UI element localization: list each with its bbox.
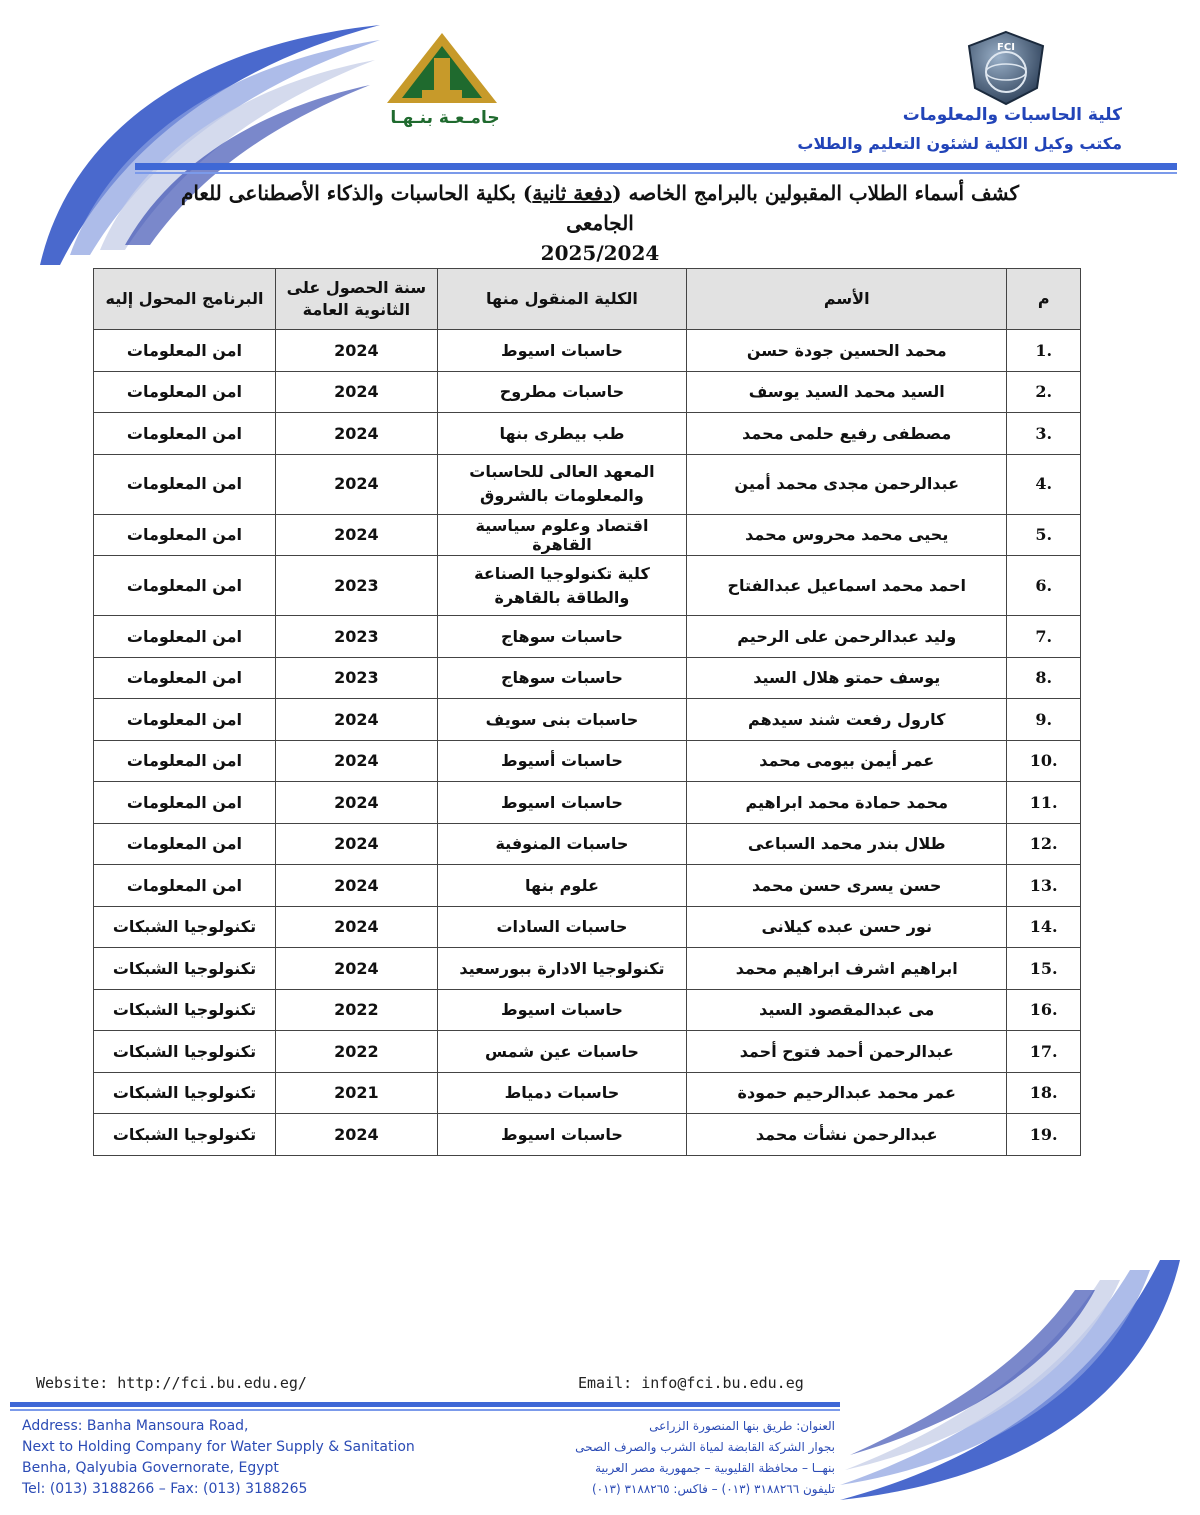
table-row <box>94 657 1081 699</box>
student-name: عمر محمد عبدالرحيم حمودة <box>687 1072 1007 1114</box>
secondary-year: 2022 <box>275 1031 437 1073</box>
table-row <box>94 1072 1081 1114</box>
table-row <box>94 454 1081 514</box>
row-number: 2. <box>1007 371 1081 413</box>
row-number: 5. <box>1007 514 1081 556</box>
source-college: حاسبات دمياط <box>437 1072 686 1114</box>
footer-email: Email: info@fci.bu.edu.eg <box>578 1374 804 1392</box>
source-college: حاسبات اسيوط <box>437 989 686 1031</box>
student-name: عمر أيمن بيومى محمد <box>687 740 1007 782</box>
target-program: تكنولوجيا الشبكات <box>94 1072 276 1114</box>
student-name: كارول رفعت شند سيدهم <box>687 699 1007 741</box>
row-number: 12. <box>1007 823 1081 865</box>
table-row <box>94 1114 1081 1156</box>
target-program: امن المعلومات <box>94 556 276 616</box>
header-divider <box>135 163 1177 170</box>
header-year: سنة الحصول على الثانوية العامة <box>275 269 437 330</box>
target-program: امن المعلومات <box>94 823 276 865</box>
target-program: تكنولوجيا الشبكات <box>94 948 276 990</box>
fci-logo-text: FCI <box>997 42 1015 53</box>
target-program: امن المعلومات <box>94 699 276 741</box>
table-row <box>94 616 1081 658</box>
title-batch: دفعة ثانية <box>532 181 613 205</box>
source-college: حاسبات السادات <box>437 906 686 948</box>
target-program: امن المعلومات <box>94 371 276 413</box>
row-number: 9. <box>1007 699 1081 741</box>
row-number: 7. <box>1007 616 1081 658</box>
secondary-year: 2024 <box>275 413 437 455</box>
student-name: طلال بندر محمد السباعى <box>687 823 1007 865</box>
row-number: 8. <box>1007 657 1081 699</box>
student-name: مى عبدالمقصود السيد <box>687 989 1007 1031</box>
address-ar-line: بجوار الشركة القابضة لمياة الشرب والصرف الصحى <box>575 1440 835 1454</box>
secondary-year: 2024 <box>275 330 437 372</box>
target-program: تكنولوجيا الشبكات <box>94 906 276 948</box>
secondary-year: 2023 <box>275 657 437 699</box>
secondary-year: 2024 <box>275 1114 437 1156</box>
student-name: محمد الحسين جودة حسن <box>687 330 1007 372</box>
header-college: الكلية المنقول منها <box>437 269 686 330</box>
target-program: تكنولوجيا الشبكات <box>94 1114 276 1156</box>
student-name: نور حسن عبده كيلانى <box>687 906 1007 948</box>
address-ar-line: بنهــا – محافظة القليوبية – جمهورية مصر العربية <box>595 1461 835 1475</box>
table-row <box>94 699 1081 741</box>
table-row <box>94 865 1081 907</box>
secondary-year: 2024 <box>275 782 437 824</box>
footer-address-arabic <box>475 1416 835 1500</box>
target-program: امن المعلومات <box>94 865 276 907</box>
student-name: يوسف حمتو هلال السيد <box>687 657 1007 699</box>
table-row <box>94 948 1081 990</box>
address-ar-line: العنوان: طريق بنها المنصورة الزراعى <box>649 1419 835 1433</box>
source-college: حاسبات بنى سويف <box>437 699 686 741</box>
secondary-year: 2024 <box>275 740 437 782</box>
title-academic-year: 2025/2024 <box>540 241 660 265</box>
row-number: 13. <box>1007 865 1081 907</box>
target-program: امن المعلومات <box>94 514 276 556</box>
row-number: 1. <box>1007 330 1081 372</box>
source-college: المعهد العالى للحاسبات والمعلومات بالشروق <box>437 454 686 514</box>
header-divider-thin <box>135 172 1177 174</box>
student-name: وليد عبدالرحمن على الرحيم <box>687 616 1007 658</box>
student-name: عبدالرحمن أحمد فتوح أحمد <box>687 1031 1007 1073</box>
secondary-year: 2024 <box>275 906 437 948</box>
table-row <box>94 740 1081 782</box>
title-part-2: ) بكلية الحاسبات والذكاء الأصطناعى للعام الجامعى <box>180 181 634 235</box>
row-number: 16. <box>1007 989 1081 1031</box>
secondary-year: 2024 <box>275 454 437 514</box>
source-college: علوم بنها <box>437 865 686 907</box>
row-number: 3. <box>1007 413 1081 455</box>
faculty-name: كلية الحاسبات والمعلومات <box>902 105 1122 125</box>
secondary-year: 2024 <box>275 514 437 556</box>
source-college: كلية تكنولوجيا الصناعة والطاقة بالقاهرة <box>437 556 686 616</box>
title-part-1: كشف أسماء الطلاب المقبولين بالبرامج الخاصه ( <box>612 181 1020 205</box>
benha-university-logo <box>382 28 502 108</box>
address-en-line: Tel: (013) 3188266 – Fax: (013) 3188265 <box>22 1481 308 1497</box>
secondary-year: 2023 <box>275 556 437 616</box>
university-name: جامـعـة بنـهـا <box>390 108 500 128</box>
address-en-line: Next to Holding Company for Water Supply & Sanitation <box>22 1439 415 1455</box>
table-row <box>94 556 1081 616</box>
table-row <box>94 1031 1081 1073</box>
student-name: السيد محمد السيد يوسف <box>687 371 1007 413</box>
secondary-year: 2024 <box>275 948 437 990</box>
accepted-students-table <box>93 268 1081 1156</box>
student-name: احمد محمد اسماعيل عبدالفتاح <box>687 556 1007 616</box>
source-college: حاسبات اسيوط <box>437 330 686 372</box>
footer-website: Website: http://fci.bu.edu.eg/ <box>36 1374 307 1392</box>
source-college: حاسبات اسيوط <box>437 782 686 824</box>
table-row <box>94 906 1081 948</box>
table-row <box>94 989 1081 1031</box>
row-number: 11. <box>1007 782 1081 824</box>
footer-address-english <box>22 1416 482 1500</box>
secondary-year: 2024 <box>275 865 437 907</box>
student-name: عبدالرحمن مجدى محمد أمين <box>687 454 1007 514</box>
address-en-line: Benha, Qalyubia Governorate, Egypt <box>22 1460 279 1476</box>
header-num: م <box>1007 269 1081 330</box>
target-program: امن المعلومات <box>94 413 276 455</box>
secondary-year: 2022 <box>275 989 437 1031</box>
row-number: 14. <box>1007 906 1081 948</box>
office-name: مكتب وكيل الكلية لشئون التعليم والطلاب <box>797 134 1122 153</box>
table-row <box>94 371 1081 413</box>
fci-faculty-logo <box>965 30 1047 106</box>
target-program: امن المعلومات <box>94 330 276 372</box>
row-number: 18. <box>1007 1072 1081 1114</box>
target-program: تكنولوجيا الشبكات <box>94 989 276 1031</box>
source-college: حاسبات أسيوط <box>437 740 686 782</box>
target-program: امن المعلومات <box>94 782 276 824</box>
target-program: امن المعلومات <box>94 657 276 699</box>
document-title <box>150 178 1050 268</box>
source-college: حاسبات اسيوط <box>437 1114 686 1156</box>
target-program: امن المعلومات <box>94 740 276 782</box>
student-name: ابراهيم اشرف ابراهيم محمد <box>687 948 1007 990</box>
secondary-year: 2021 <box>275 1072 437 1114</box>
source-college: اقتصاد وعلوم سياسية القاهرة <box>437 514 686 556</box>
source-college: حاسبات سوهاج <box>437 616 686 658</box>
student-name: عبدالرحمن نشأت محمد <box>687 1114 1007 1156</box>
row-number: 15. <box>1007 948 1081 990</box>
address-en-line: Address: Banha Mansoura Road, <box>22 1418 249 1434</box>
secondary-year: 2024 <box>275 823 437 865</box>
secondary-year: 2024 <box>275 371 437 413</box>
row-number: 17. <box>1007 1031 1081 1073</box>
table-row <box>94 514 1081 556</box>
source-college: حاسبات سوهاج <box>437 657 686 699</box>
footer-swoosh-decoration <box>830 1250 1190 1510</box>
source-college: حاسبات مطروح <box>437 371 686 413</box>
header-name: الأسم <box>687 269 1007 330</box>
target-program: تكنولوجيا الشبكات <box>94 1031 276 1073</box>
student-name: محمد حمادة محمد ابراهيم <box>687 782 1007 824</box>
source-college: حاسبات عين شمس <box>437 1031 686 1073</box>
row-number: 19. <box>1007 1114 1081 1156</box>
student-name: مصطفى رفيع حلمى محمد <box>687 413 1007 455</box>
footer-divider <box>10 1402 840 1407</box>
row-number: 10. <box>1007 740 1081 782</box>
table-row <box>94 413 1081 455</box>
target-program: امن المعلومات <box>94 454 276 514</box>
student-name: يحيى محمد محروس محمد <box>687 514 1007 556</box>
table-row <box>94 782 1081 824</box>
table-row <box>94 823 1081 865</box>
table-header-row <box>94 269 1081 330</box>
row-number: 6. <box>1007 556 1081 616</box>
header-program: البرنامج المحول إليه <box>94 269 276 330</box>
source-college: طب بيطرى بنها <box>437 413 686 455</box>
row-number: 4. <box>1007 454 1081 514</box>
target-program: امن المعلومات <box>94 616 276 658</box>
student-name: حسن يسرى حسن محمد <box>687 865 1007 907</box>
source-college: حاسبات المنوفية <box>437 823 686 865</box>
table-row <box>94 330 1081 372</box>
secondary-year: 2023 <box>275 616 437 658</box>
secondary-year: 2024 <box>275 699 437 741</box>
footer-divider-thin <box>10 1409 840 1411</box>
address-ar-line: تليفون ٣١٨٨٢٦٦ (٠١٣) – فاكس: ٣١٨٨٢٦٥ (٠١٣) <box>591 1482 835 1496</box>
source-college: تكنولوجيا الادارة ببورسعيد <box>437 948 686 990</box>
